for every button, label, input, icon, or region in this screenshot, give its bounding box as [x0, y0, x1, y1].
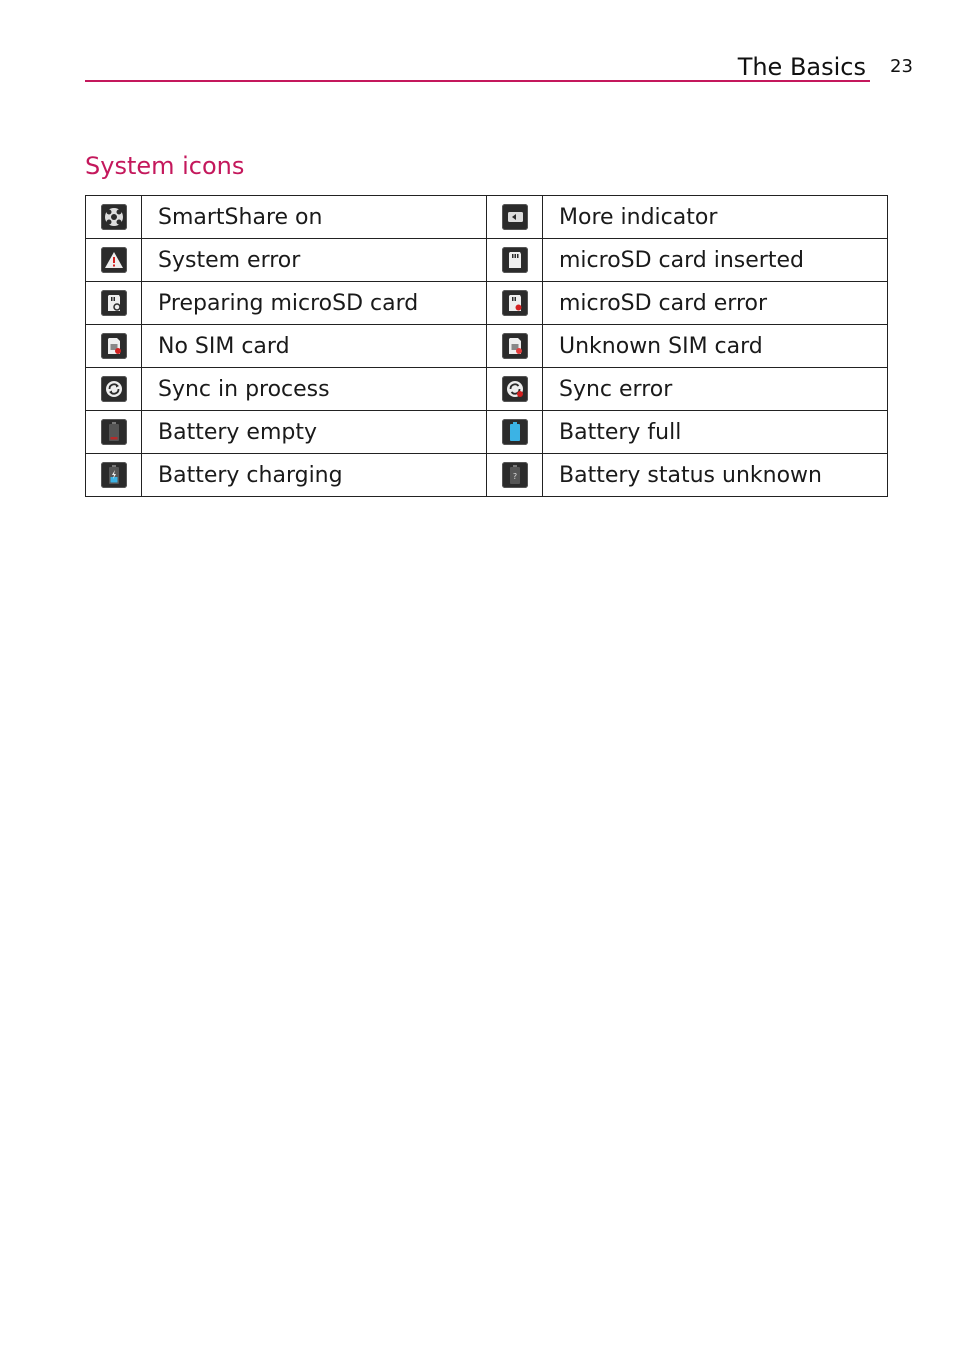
page-number: 23: [890, 56, 913, 77]
header-title: The Basics: [737, 53, 866, 81]
microsd-preparing-icon: [101, 290, 127, 316]
system-error-icon: [101, 247, 127, 273]
system-icons-table: [85, 195, 888, 497]
microsd-inserted-icon: [502, 247, 528, 273]
icon-label: SmartShare on: [142, 196, 487, 239]
section-title: System icons: [85, 152, 245, 180]
icon-label: microSD card error: [543, 282, 888, 325]
table-row: [86, 239, 888, 282]
icon-label: Preparing microSD card: [142, 282, 487, 325]
more-indicator-icon: [502, 204, 528, 230]
battery-empty-icon: [101, 419, 127, 445]
icon-label: Unknown SIM card: [543, 325, 888, 368]
sync-error-icon: [502, 376, 528, 402]
icon-label: microSD card inserted: [543, 239, 888, 282]
no-sim-icon: [101, 333, 127, 359]
battery-full-icon: [502, 419, 528, 445]
icon-label: System error: [142, 239, 487, 282]
svg-text:?: ?: [512, 472, 517, 481]
table-row: [86, 196, 888, 239]
unknown-sim-icon: [502, 333, 528, 359]
table-row: [86, 325, 888, 368]
table-row: [86, 368, 888, 411]
icon-label: Sync in process: [142, 368, 487, 411]
table-row: [86, 411, 888, 454]
header-rule: [85, 80, 870, 82]
table-row: [86, 454, 888, 497]
icon-label: Battery empty: [142, 411, 487, 454]
table-row: [86, 282, 888, 325]
icon-label: Battery charging: [142, 454, 487, 497]
icon-label: No SIM card: [142, 325, 487, 368]
sync-icon: [101, 376, 127, 402]
microsd-error-icon: [502, 290, 528, 316]
smartshare-icon: [101, 204, 127, 230]
icon-label: Sync error: [543, 368, 888, 411]
icon-label: Battery full: [543, 411, 888, 454]
battery-unknown-icon: [502, 462, 528, 488]
icon-label: Battery status unknown: [543, 454, 888, 497]
battery-charging-icon: [101, 462, 127, 488]
icon-label: More indicator: [543, 196, 888, 239]
